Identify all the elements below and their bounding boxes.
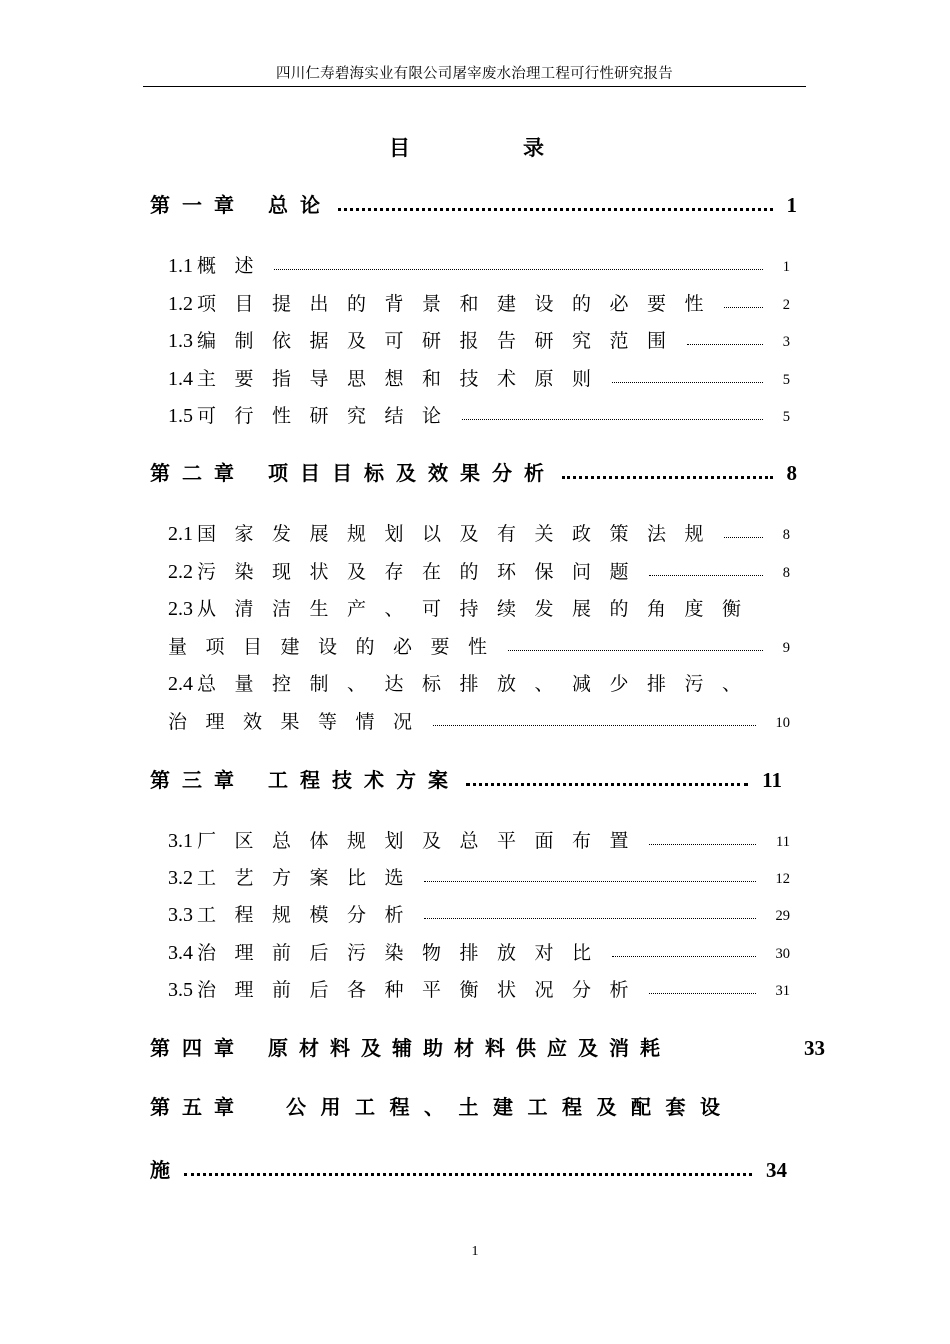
page-header: 四川仁寿碧海实业有限公司屠宰废水治理工程可行性研究报告 bbox=[143, 64, 806, 87]
section-number: 3.5 bbox=[168, 979, 193, 1001]
section-title-continued: 治理效果等情况 bbox=[168, 711, 431, 733]
leader-dots bbox=[274, 259, 763, 270]
leader-dots bbox=[724, 527, 763, 538]
section-number: 3.2 bbox=[168, 867, 193, 889]
section-number: 2.1 bbox=[168, 523, 193, 545]
section-page: 29 bbox=[775, 908, 790, 924]
leader-dots bbox=[424, 871, 755, 882]
toc-section-2-4-line2[interactable] bbox=[168, 706, 790, 734]
toc-section-2-1[interactable] bbox=[168, 518, 790, 546]
toc-section-2-4-line1[interactable] bbox=[168, 668, 768, 696]
section-title: 可行性研究结论 bbox=[197, 405, 460, 427]
section-number: 1.3 bbox=[168, 330, 193, 352]
section-page: 11 bbox=[776, 834, 790, 850]
section-page: 10 bbox=[775, 715, 790, 731]
section-page: 31 bbox=[775, 983, 790, 999]
section-number: 1.1 bbox=[168, 255, 193, 277]
toc-chapter-1[interactable] bbox=[150, 188, 797, 218]
section-title: 治理前后各种平衡状况分析 bbox=[197, 979, 648, 1001]
toc-section-1-2[interactable] bbox=[168, 288, 790, 316]
leader-dots bbox=[649, 983, 755, 994]
section-page: 30 bbox=[775, 946, 790, 962]
section-number: 3.4 bbox=[168, 942, 193, 964]
section-number: 1.5 bbox=[168, 405, 193, 427]
toc-section-3-5[interactable] bbox=[168, 974, 790, 1002]
chapter-title: 项目目标及效果分析 bbox=[268, 461, 556, 485]
section-title: 污染现状及存在的环保问题 bbox=[197, 561, 648, 583]
section-number: 1.4 bbox=[168, 368, 193, 390]
toc-section-3-3[interactable] bbox=[168, 899, 790, 927]
section-title: 主要指导思想和技术原则 bbox=[197, 368, 610, 390]
section-page: 5 bbox=[782, 372, 790, 388]
section-number: 3.1 bbox=[168, 830, 193, 852]
leader-dots bbox=[462, 409, 763, 420]
section-title: 编制依据及可研报告研究范围 bbox=[197, 330, 685, 352]
section-number: 3.3 bbox=[168, 904, 193, 926]
leader-dots bbox=[508, 640, 763, 651]
toc-section-1-4[interactable] bbox=[168, 363, 790, 391]
chapter-label: 第四章 bbox=[150, 1036, 246, 1060]
page-number: 1 bbox=[471, 1244, 479, 1259]
chapter-page: 33 bbox=[804, 1036, 825, 1060]
toc-section-1-1[interactable] bbox=[168, 250, 790, 278]
section-title: 从清洁生产、可持续发展的角度衡 bbox=[197, 598, 760, 620]
toc-section-2-2[interactable] bbox=[168, 556, 790, 584]
section-page: 2 bbox=[782, 297, 790, 313]
section-page: 8 bbox=[782, 527, 790, 543]
leader-dots bbox=[562, 466, 773, 479]
toc-chapter-2[interactable] bbox=[150, 456, 797, 486]
chapter-title: 公用工程、土建工程及配套设 bbox=[286, 1095, 735, 1119]
leader-dots bbox=[433, 715, 756, 726]
toc-section-1-3[interactable] bbox=[168, 325, 790, 353]
section-number: 1.2 bbox=[168, 293, 193, 315]
toc-section-1-5[interactable] bbox=[168, 400, 790, 428]
chapter-title-continued: 施 bbox=[150, 1158, 170, 1182]
toc-chapter-3[interactable] bbox=[150, 763, 782, 793]
chapter-label: 第二章 bbox=[150, 461, 246, 485]
section-title: 工艺方案比选 bbox=[197, 867, 423, 889]
section-page: 5 bbox=[782, 409, 790, 425]
toc-title-left: 目 bbox=[389, 136, 410, 160]
leader-dots bbox=[338, 198, 773, 211]
section-page: 12 bbox=[775, 871, 790, 887]
section-page: 1 bbox=[782, 259, 790, 275]
leader-dots bbox=[612, 372, 763, 383]
toc-section-2-3-line2[interactable] bbox=[168, 631, 790, 659]
leader-dots bbox=[612, 946, 756, 957]
leader-dots bbox=[466, 773, 748, 786]
chapter-page: 34 bbox=[766, 1158, 787, 1182]
chapter-page: 1 bbox=[786, 193, 797, 217]
section-title: 治理前后污染物排放对比 bbox=[197, 942, 610, 964]
section-title: 厂区总体规划及总平面布置 bbox=[197, 830, 648, 852]
toc-chapter-5-line2[interactable] bbox=[150, 1153, 787, 1183]
section-title-continued: 量项目建设的必要性 bbox=[168, 636, 506, 658]
chapter-label: 第三章 bbox=[150, 768, 246, 792]
leader-dots bbox=[649, 834, 756, 845]
chapter-page: 11 bbox=[762, 768, 782, 792]
chapter-page: 8 bbox=[786, 461, 797, 485]
section-title: 国家发展规划以及有关政策法规 bbox=[197, 523, 723, 545]
section-number: 2.4 bbox=[168, 673, 193, 695]
toc-section-3-4[interactable] bbox=[168, 937, 790, 965]
toc-chapter-5-line1[interactable] bbox=[150, 1090, 790, 1120]
toc-chapter-4[interactable] bbox=[150, 1031, 825, 1061]
toc-section-2-3-line1[interactable] bbox=[168, 593, 768, 621]
leader-dots bbox=[424, 908, 755, 919]
section-title: 概述 bbox=[197, 255, 273, 277]
toc-section-3-1[interactable] bbox=[168, 825, 790, 853]
section-number: 2.3 bbox=[168, 598, 193, 620]
chapter-title: 工程技术方案 bbox=[268, 768, 460, 792]
leader-dots bbox=[184, 1163, 752, 1176]
chapter-title: 总论 bbox=[268, 193, 332, 217]
chapter-label: 第一章 bbox=[150, 193, 246, 217]
toc-title-right: 录 bbox=[523, 136, 544, 160]
section-title: 总量控制、达标排放、减少排污、 bbox=[197, 673, 760, 695]
leader-dots bbox=[649, 565, 763, 576]
leader-dots bbox=[724, 297, 763, 308]
section-title: 工程规模分析 bbox=[197, 904, 423, 926]
chapter-label: 第五章 bbox=[150, 1095, 246, 1119]
section-page: 9 bbox=[782, 640, 790, 656]
chapter-title: 原材料及辅助材料供应及消耗 bbox=[268, 1036, 671, 1060]
section-title: 项目提出的背景和建设的必要性 bbox=[197, 293, 723, 315]
section-page: 3 bbox=[782, 334, 790, 350]
section-page: 8 bbox=[782, 565, 790, 581]
leader-dots bbox=[687, 334, 763, 345]
toc-section-3-2[interactable] bbox=[168, 862, 790, 890]
section-number: 2.2 bbox=[168, 561, 193, 583]
